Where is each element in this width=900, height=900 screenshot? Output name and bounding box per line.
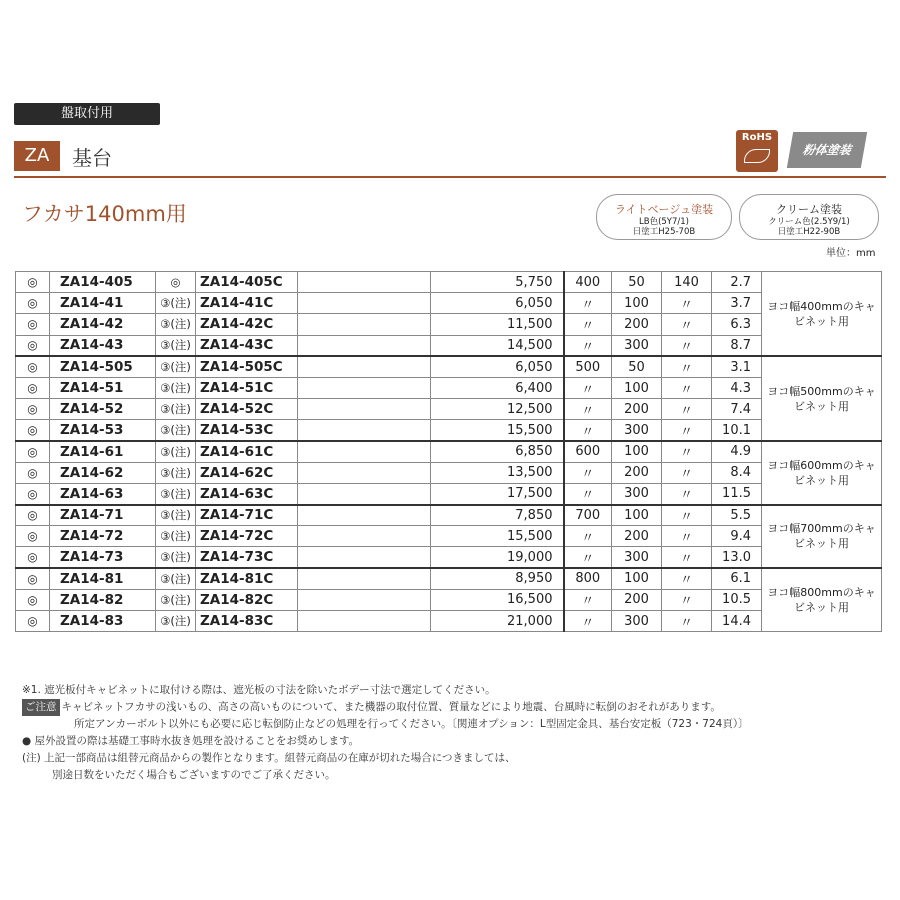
height-cell: 〃 xyxy=(662,314,712,335)
rohs-badge xyxy=(736,130,778,172)
model-code-c-cell: ZA14-43C xyxy=(196,335,298,356)
width-cell: 400 xyxy=(564,272,612,293)
model-code-cell: ZA14-52 xyxy=(50,399,156,420)
model-code-cell: ZA14-62 xyxy=(50,462,156,483)
price-cell: 13,500 xyxy=(431,462,564,483)
model-code-c-cell: ZA14-61C xyxy=(196,441,298,462)
model-code-cell: ZA14-61 xyxy=(50,441,156,462)
symbol-cell: ③(注) xyxy=(156,589,196,610)
symbol-cell: ◎ xyxy=(16,314,50,335)
weight-cell: 4.9 xyxy=(712,441,762,462)
weight-cell: 6.1 xyxy=(712,568,762,589)
height-cell: 〃 xyxy=(662,526,712,547)
model-code-c-cell: ZA14-73C xyxy=(196,547,298,568)
application-note-cell: ヨコ幅800mmのキャビネット用 xyxy=(762,568,882,632)
model-code-c-cell: ZA14-41C xyxy=(196,293,298,314)
symbol-cell: ◎ xyxy=(16,505,50,526)
blank-cell xyxy=(298,399,431,420)
symbol-cell: ③(注) xyxy=(156,399,196,420)
price-cell: 11,500 xyxy=(431,314,564,335)
height-cell: 〃 xyxy=(662,568,712,589)
width-cell: 〃 xyxy=(564,547,612,568)
width-cell: 〃 xyxy=(564,589,612,610)
weight-cell: 7.4 xyxy=(712,399,762,420)
depth-cell: 200 xyxy=(612,526,662,547)
weight-cell: 5.5 xyxy=(712,505,762,526)
symbol-cell: ◎ xyxy=(16,420,50,441)
height-cell: 140 xyxy=(662,272,712,293)
table-row xyxy=(16,399,882,420)
note-caution xyxy=(22,699,749,716)
price-cell: 15,500 xyxy=(431,420,564,441)
height-cell: 〃 xyxy=(662,441,712,462)
caution-label: ご注意 xyxy=(22,699,60,716)
pill-title: クリーム塗装 xyxy=(776,203,842,216)
model-code-c-cell: ZA14-63C xyxy=(196,483,298,504)
table-row xyxy=(16,483,882,504)
width-cell: 〃 xyxy=(564,420,612,441)
blank-cell xyxy=(298,483,431,504)
price-cell: 19,000 xyxy=(431,547,564,568)
rohs-label: RoHS xyxy=(741,132,773,143)
model-code-c-cell: ZA14-71C xyxy=(196,505,298,526)
blank-cell xyxy=(298,505,431,526)
table-row xyxy=(16,335,882,356)
price-cell: 6,400 xyxy=(431,377,564,398)
blank-cell xyxy=(298,356,431,377)
symbol-cell: ◎ xyxy=(16,441,50,462)
depth-cell: 300 xyxy=(612,611,662,632)
blank-cell xyxy=(298,293,431,314)
table-row xyxy=(16,589,882,610)
weight-cell: 2.7 xyxy=(712,272,762,293)
depth-subtitle: フカサ140mm用 xyxy=(22,202,187,226)
model-code-cell: ZA14-51 xyxy=(50,377,156,398)
price-cell: 6,050 xyxy=(431,356,564,377)
model-code-cell: ZA14-53 xyxy=(50,420,156,441)
blank-cell xyxy=(298,314,431,335)
weight-cell: 14.4 xyxy=(712,611,762,632)
application-note-cell: ヨコ幅700mmのキャビネット用 xyxy=(762,505,882,569)
blank-cell xyxy=(298,377,431,398)
height-cell: 〃 xyxy=(662,462,712,483)
table-row xyxy=(16,611,882,632)
title-divider xyxy=(14,176,886,178)
symbol-cell: ◎ xyxy=(16,589,50,610)
height-cell: 〃 xyxy=(662,293,712,314)
symbol-cell: ③(注) xyxy=(156,611,196,632)
table-row xyxy=(16,314,882,335)
powder-coating-badge: 粉体塗装 xyxy=(787,132,867,168)
depth-cell: 50 xyxy=(612,272,662,293)
product-title xyxy=(14,140,112,172)
pill-line: クリーム色(2.5Y9/1) xyxy=(768,217,850,227)
height-cell: 〃 xyxy=(662,377,712,398)
notes xyxy=(22,682,749,784)
symbol-cell: ◎ xyxy=(16,547,50,568)
width-cell: 700 xyxy=(564,505,612,526)
depth-cell: 100 xyxy=(612,441,662,462)
model-code-c-cell: ZA14-42C xyxy=(196,314,298,335)
model-code-cell: ZA14-71 xyxy=(50,505,156,526)
series-code-badge: ZA xyxy=(14,141,60,171)
table-row xyxy=(16,377,882,398)
symbol-cell: ③(注) xyxy=(156,483,196,504)
depth-cell: 200 xyxy=(612,589,662,610)
blank-cell xyxy=(298,272,431,293)
symbol-cell: ◎ xyxy=(16,356,50,377)
table-row xyxy=(16,420,882,441)
model-code-cell: ZA14-72 xyxy=(50,526,156,547)
symbol-cell: ③(注) xyxy=(156,526,196,547)
table-row xyxy=(16,356,882,377)
price-cell: 6,850 xyxy=(431,441,564,462)
depth-cell: 200 xyxy=(612,314,662,335)
application-note-cell: ヨコ幅600mmのキャビネット用 xyxy=(762,441,882,505)
table-row xyxy=(16,441,882,462)
note-caution-2: 所定アンカーボルト以外にも必要に応じ転倒防止などの処理を行ってください。〔関連オプション：L型固定金具、基台安定板（723・724頁）〕 xyxy=(74,718,749,730)
width-cell: 〃 xyxy=(564,314,612,335)
width-cell: 〃 xyxy=(564,335,612,356)
price-cell: 16,500 xyxy=(431,589,564,610)
price-cell: 8,950 xyxy=(431,568,564,589)
table-row xyxy=(16,505,882,526)
symbol-cell: ◎ xyxy=(16,611,50,632)
height-cell: 〃 xyxy=(662,547,712,568)
price-cell: 12,500 xyxy=(431,399,564,420)
model-code-c-cell: ZA14-83C xyxy=(196,611,298,632)
symbol-cell: ◎ xyxy=(16,462,50,483)
unit-label: 単位：mm xyxy=(826,248,876,259)
model-code-c-cell: ZA14-82C xyxy=(196,589,298,610)
weight-cell: 8.4 xyxy=(712,462,762,483)
blank-cell xyxy=(298,526,431,547)
note-outdoor: ● 屋外設置の際は基礎工事時水抜き処理を設けることをお奨めします。 xyxy=(22,735,360,747)
symbol-cell: ◎ xyxy=(16,399,50,420)
table-row xyxy=(16,293,882,314)
symbol-cell: ③(注) xyxy=(156,293,196,314)
blank-cell xyxy=(298,568,431,589)
blank-cell xyxy=(298,611,431,632)
height-cell: 〃 xyxy=(662,483,712,504)
symbol-cell: ◎ xyxy=(16,293,50,314)
table-row xyxy=(16,272,882,293)
blank-cell xyxy=(298,589,431,610)
symbol-cell: ◎ xyxy=(16,377,50,398)
note-remark: (注) 上記一部商品は組替元商品からの製作となります。組替元商品の在庫が切れた場合につきましては、 xyxy=(22,752,516,764)
price-cell: 15,500 xyxy=(431,526,564,547)
leaf-icon xyxy=(744,149,770,163)
model-code-c-cell: ZA14-53C xyxy=(196,420,298,441)
symbol-cell: ◎ xyxy=(16,272,50,293)
pill-line: LB色(5Y7/1) xyxy=(639,217,689,227)
price-cell: 21,000 xyxy=(431,611,564,632)
price-cell: 7,850 xyxy=(431,505,564,526)
weight-cell: 13.0 xyxy=(712,547,762,568)
model-code-c-cell: ZA14-505C xyxy=(196,356,298,377)
model-code-cell: ZA14-63 xyxy=(50,483,156,504)
depth-cell: 100 xyxy=(612,505,662,526)
symbol-cell: ③(注) xyxy=(156,441,196,462)
width-cell: 〃 xyxy=(564,377,612,398)
blank-cell xyxy=(298,420,431,441)
model-code-c-cell: ZA14-405C xyxy=(196,272,298,293)
height-cell: 〃 xyxy=(662,505,712,526)
light-beige-coating-label xyxy=(596,194,732,240)
price-cell: 6,050 xyxy=(431,293,564,314)
model-code-cell: ZA14-83 xyxy=(50,611,156,632)
symbol-cell: ③(注) xyxy=(156,505,196,526)
model-code-cell: ZA14-405 xyxy=(50,272,156,293)
price-cell: 5,750 xyxy=(431,272,564,293)
blank-cell xyxy=(298,335,431,356)
price-cell: 14,500 xyxy=(431,335,564,356)
symbol-cell: ③(注) xyxy=(156,335,196,356)
model-code-cell: ZA14-41 xyxy=(50,293,156,314)
width-cell: 600 xyxy=(564,441,612,462)
height-cell: 〃 xyxy=(662,356,712,377)
model-code-c-cell: ZA14-81C xyxy=(196,568,298,589)
height-cell: 〃 xyxy=(662,589,712,610)
model-code-cell: ZA14-42 xyxy=(50,314,156,335)
page-title: 基台 xyxy=(72,145,112,170)
weight-cell: 3.7 xyxy=(712,293,762,314)
pill-line: 日塗工H25-70B xyxy=(632,227,696,237)
model-code-c-cell: ZA14-72C xyxy=(196,526,298,547)
symbol-cell: ◎ xyxy=(16,526,50,547)
symbol-cell: ◎ xyxy=(16,483,50,504)
depth-cell: 100 xyxy=(612,293,662,314)
model-code-c-cell: ZA14-52C xyxy=(196,399,298,420)
model-code-cell: ZA14-82 xyxy=(50,589,156,610)
depth-cell: 300 xyxy=(612,335,662,356)
model-code-c-cell: ZA14-62C xyxy=(196,462,298,483)
symbol-cell: ③(注) xyxy=(156,356,196,377)
height-cell: 〃 xyxy=(662,399,712,420)
table-row xyxy=(16,526,882,547)
width-cell: 800 xyxy=(564,568,612,589)
weight-cell: 9.4 xyxy=(712,526,762,547)
price-cell: 17,500 xyxy=(431,483,564,504)
model-code-cell: ZA14-81 xyxy=(50,568,156,589)
pill-line: 日塗工H22-90B xyxy=(777,227,841,237)
note-remark-2: 別途日数をいただく場合もございますのでご了承ください。 xyxy=(52,769,336,781)
weight-cell: 6.3 xyxy=(712,314,762,335)
width-cell: 〃 xyxy=(564,399,612,420)
width-cell: 〃 xyxy=(564,462,612,483)
depth-cell: 200 xyxy=(612,399,662,420)
blank-cell xyxy=(298,441,431,462)
table-row xyxy=(16,568,882,589)
table-row xyxy=(16,547,882,568)
weight-cell: 10.1 xyxy=(712,420,762,441)
weight-cell: 3.1 xyxy=(712,356,762,377)
weight-cell: 8.7 xyxy=(712,335,762,356)
height-cell: 〃 xyxy=(662,420,712,441)
symbol-cell: ③(注) xyxy=(156,420,196,441)
width-cell: 〃 xyxy=(564,293,612,314)
category-tag: 盤取付用 xyxy=(14,103,160,125)
model-code-cell: ZA14-43 xyxy=(50,335,156,356)
product-table xyxy=(15,271,882,632)
caution-text: キャビネットフカサの浅いもの、高さの高いものについて、また機器の取付位置、質量などにより地震、台風時に転倒のおそれがあります。 xyxy=(61,701,721,713)
symbol-cell: ③(注) xyxy=(156,568,196,589)
symbol-cell: ◎ xyxy=(156,272,196,293)
application-note-cell: ヨコ幅500mmのキャビネット用 xyxy=(762,356,882,441)
cream-coating-label xyxy=(739,194,879,240)
width-cell: 〃 xyxy=(564,483,612,504)
width-cell: 〃 xyxy=(564,611,612,632)
note-1: ※1. 遮光板付キャビネットに取付ける際は、遮光板の寸法を除いたボデー寸法で選定してください。 xyxy=(22,684,496,696)
height-cell: 〃 xyxy=(662,335,712,356)
depth-cell: 300 xyxy=(612,420,662,441)
symbol-cell: ◎ xyxy=(16,568,50,589)
symbol-cell: ③(注) xyxy=(156,462,196,483)
height-cell: 〃 xyxy=(662,611,712,632)
model-code-cell: ZA14-505 xyxy=(50,356,156,377)
depth-cell: 50 xyxy=(612,356,662,377)
depth-cell: 300 xyxy=(612,547,662,568)
model-code-c-cell: ZA14-51C xyxy=(196,377,298,398)
weight-cell: 11.5 xyxy=(712,483,762,504)
model-code-cell: ZA14-73 xyxy=(50,547,156,568)
weight-cell: 4.3 xyxy=(712,377,762,398)
depth-cell: 200 xyxy=(612,462,662,483)
weight-cell: 10.5 xyxy=(712,589,762,610)
pill-title: ライトベージュ塗装 xyxy=(614,203,714,216)
width-cell: 500 xyxy=(564,356,612,377)
depth-cell: 100 xyxy=(612,377,662,398)
table-row xyxy=(16,462,882,483)
symbol-cell: ③(注) xyxy=(156,314,196,335)
symbol-cell: ③(注) xyxy=(156,547,196,568)
symbol-cell: ③(注) xyxy=(156,377,196,398)
blank-cell xyxy=(298,547,431,568)
blank-cell xyxy=(298,462,431,483)
width-cell: 〃 xyxy=(564,526,612,547)
depth-cell: 300 xyxy=(612,483,662,504)
application-note-cell: ヨコ幅400mmのキャビネット用 xyxy=(762,272,882,357)
depth-cell: 100 xyxy=(612,568,662,589)
symbol-cell: ◎ xyxy=(16,335,50,356)
